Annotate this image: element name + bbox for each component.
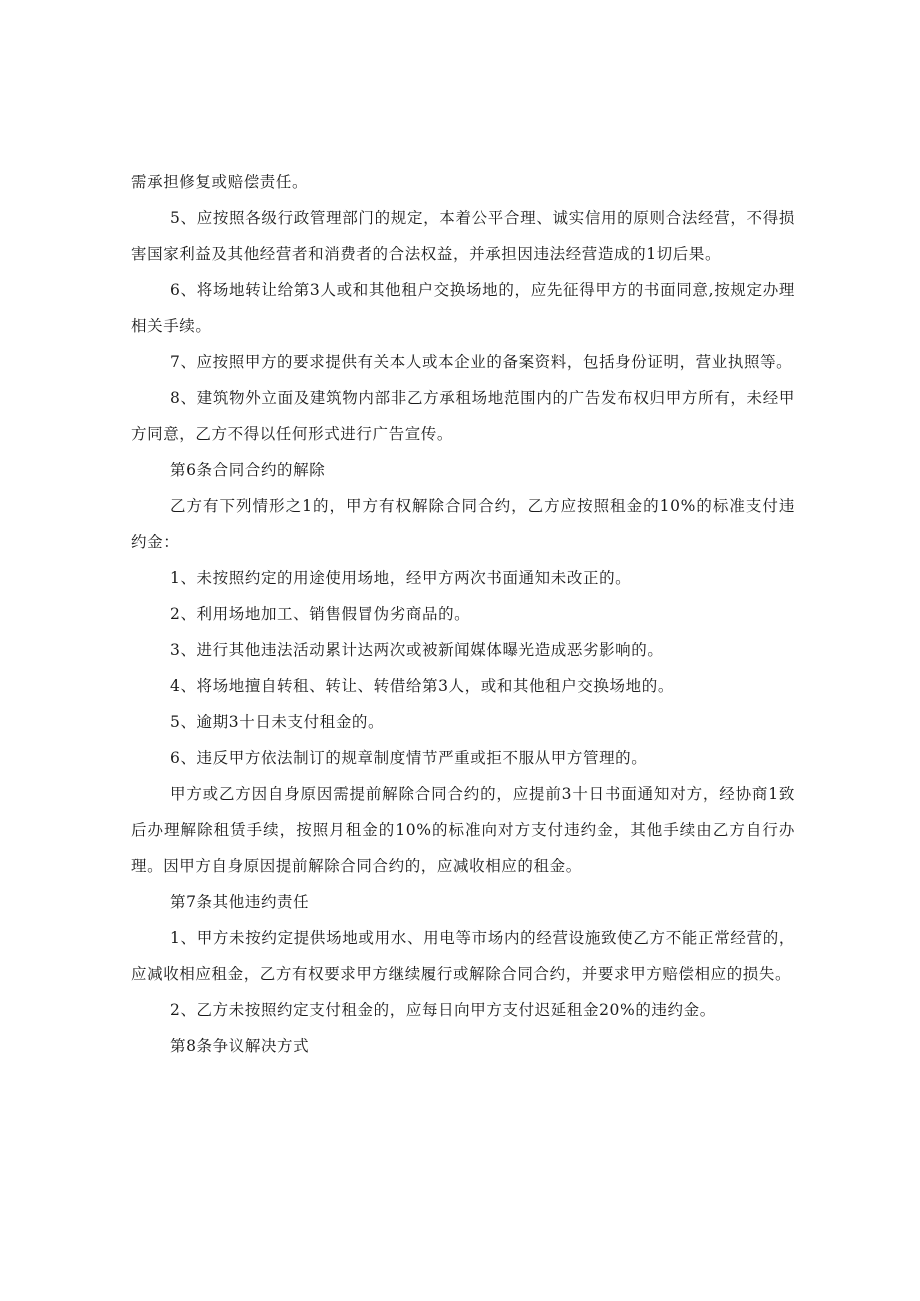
section-heading-article-6: 第6条合同合约的解除 <box>170 461 326 479</box>
paragraph-clause-5: 5、应按照各级行政管理部门的规定，本着公平合理、诚实信用的原则合法经营，不得损害国家利益及其他经营者和消费者的合法权益，并承担因违法经营造成的1切后果。 <box>131 209 795 263</box>
paragraph-termination-6: 6、违反甲方依法制订的规章制度情节严重或拒不服从甲方管理的。 <box>170 749 648 767</box>
section-heading-article-7: 第7条其他违约责任 <box>170 893 310 911</box>
section-heading-article-8: 第8条争议解决方式 <box>170 1037 310 1055</box>
paragraph-early-termination: 甲方或乙方因自身原因需提前解除合同合约的，应提前3十日书面通知对方，经协商1致后办理解除租赁手续，按照月租金的10%的标准向对方支付违约金，其他手续由乙方自行办理。因甲方自身原因提前解除合同合约的，应减收相应的租金。 <box>131 785 795 875</box>
paragraph-termination-4: 4、将场地擅自转租、转让、转借给第3人，或和其他租户交换场地的。 <box>170 677 674 695</box>
paragraph-breach-1: 1、甲方未按约定提供场地或用水、用电等市场内的经营设施致使乙方不能正常经营的，应减收相应租金，乙方有权要求甲方继续履行或解除合同合约，并要求甲方赔偿相应的损失。 <box>131 929 795 983</box>
paragraph-breach-2: 2、乙方未按照约定支付租金的，应每日向甲方支付迟延租金20%的违约金。 <box>170 1001 716 1019</box>
paragraph-termination-intro: 乙方有下列情形之1的，甲方有权解除合同合约，乙方应按照租金的10%的标准支付违约金： <box>131 497 795 551</box>
paragraph-termination-1: 1、未按照约定的用途使用场地，经甲方两次书面通知未改正的。 <box>170 569 632 587</box>
paragraph-liability-continued: 需承担修复或赔偿责任。 <box>131 173 309 191</box>
paragraph-clause-8: 8、建筑物外立面及建筑物内部非乙方承租场地范围内的广告发布权归甲方所有，未经甲方同意，乙方不得以任何形式进行广告宣传。 <box>131 389 795 443</box>
paragraph-clause-6: 6、将场地转让给第3人或和其他租户交换场地的，应先征得甲方的书面同意,按规定办理相关手续。 <box>131 281 795 335</box>
paragraph-clause-7: 7、应按照甲方的要求提供有关本人或本企业的备案资料，包括身份证明，营业执照等。 <box>170 353 793 371</box>
paragraph-termination-3: 3、进行其他违法活动累计达两次或被新闻媒体曝光造成恶劣影响的。 <box>170 641 664 659</box>
document-body <box>131 164 795 1064</box>
paragraph-termination-2: 2、利用场地加工、销售假冒伪劣商品的。 <box>170 605 471 623</box>
paragraph-termination-5: 5、逾期3十日未支付租金的。 <box>170 713 385 731</box>
